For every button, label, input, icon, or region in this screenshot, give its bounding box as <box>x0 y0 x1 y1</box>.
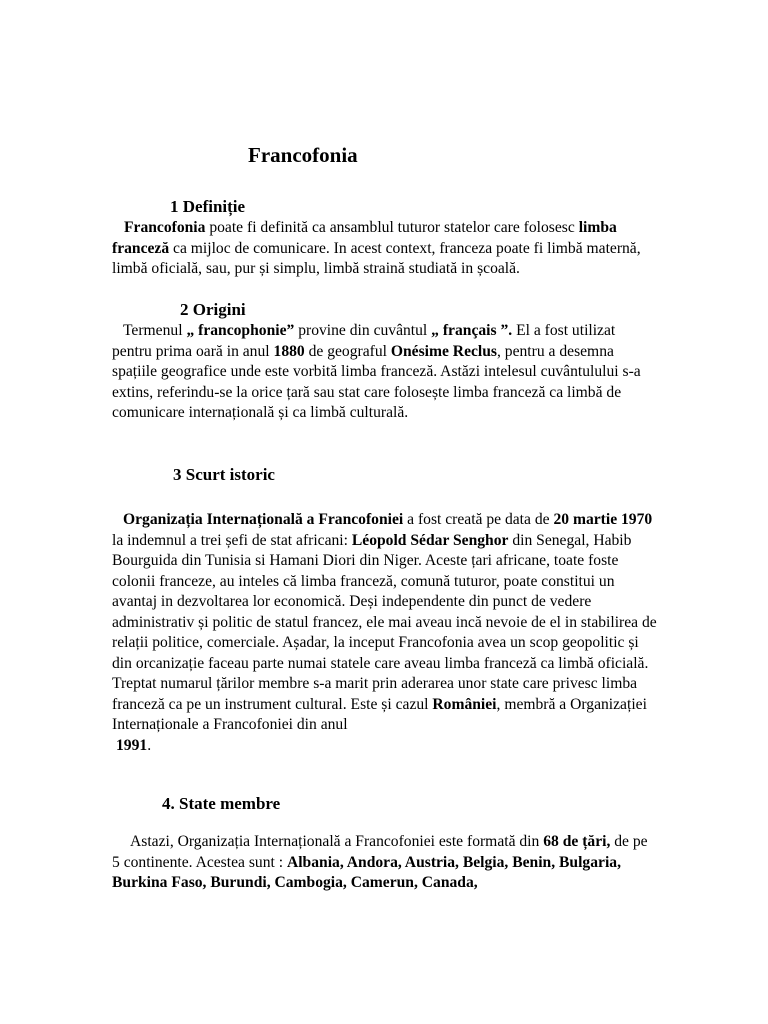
name-onesime-reclus: Onésime Reclus <box>390 342 497 360</box>
paragraph-state-membre: Astazi, Organizația Internațională a Francofoniei este formată din 68 de țări, de pe 5 continente. Acestea sunt : Albania, Andora, Austria, Belgia, Benin, Bulgaria, Burkina Faso, Burundi, Cambogia, Camerun, Canada, <box>112 833 648 891</box>
paragraph-istoric: Organizația Internațională a Francofoniei a fost creată pe data de 20 martie 1970 la indemnul a trei șefi de stat africani: Léopold Sédar Senghor din Senegal, Habib Bourguida din Tunisia si Hamani Diori din Niger. Aceste țari africane, toate foste colonii franceze, au inteles că limba franceză, comună tuturor, poate constitui un avantaj in dezvoltarea lor economică. Deși independente din punct de vedere administrativ și politic de statul francez, ele mai aveau incă nevoie de el in stabilirea de relații politice, comerciale. Așadar, la inceput Francofonia avea un scop geopolitic și din orcanizație faceau parte numai statele care aveau limba franceză ca limbă oficială. Treptat numarul țărilor membre s-a marit prin aderarea unor state care privesc limba franceză ca pe un instrument cultural. Este și cazul României, membră a Organizației Internaționale a Francofoniei din anul 1991. <box>112 511 657 754</box>
term-francais: „ français ”. <box>431 322 513 339</box>
term-francophonie: „ francophonie” <box>186 322 295 339</box>
term-francofonia: Francofonia <box>124 219 206 236</box>
year-1880: 1880 <box>273 342 305 360</box>
paragraph-definitie: Francofonia poate fi definită ca ansamblul tuturor statelor care folosesc limba franceză ca mijloc de comunicare. In acest context, franceza poate fi limbă maternă, limbă oficială, sau, pur și simplu, limbă straină studiată in școală. <box>112 219 641 277</box>
heading-definitie: 1 Definiție <box>170 197 246 216</box>
term-romaniei: României <box>432 695 497 713</box>
member-states-list: Albania, Andora, Austria, Belgia, Benin, Bulgaria, Burkina Faso, Burundi, Cambogia, Camerun, Canada, <box>112 853 621 891</box>
count-68-tari: 68 de țări, <box>543 833 611 850</box>
page-title: Francofonia <box>248 143 358 167</box>
heading-state-membre: 4. State membre <box>162 794 281 813</box>
term-limba-franceza: limba franceză <box>112 219 617 257</box>
name-senghor: Léopold Sédar Senghor <box>351 531 509 549</box>
date-founding: 20 martie 1970 <box>553 511 653 528</box>
year-1991: 1991 <box>116 736 148 754</box>
heading-istoric: 3 Scurt istoric <box>173 465 275 484</box>
paragraph-origini: Termenul „ francophonie” provine din cuvântul „ français ”. El a fost utilizat pentru prima oară in anul 1880 de geograful Onésime Reclus, pentru a desemna spațiile geografice unde este vorbită limba franceză. Astăzi intelesul cuvântulului s-a extins, referindu-se la orice țară sau stat care folosește limba franceză ca limbă de comunicare internațională și ca limbă culturală. <box>112 322 641 421</box>
heading-origini: 2 Origini <box>180 300 246 319</box>
term-oif: Organizația Internațională a Francofoniei <box>123 511 404 528</box>
